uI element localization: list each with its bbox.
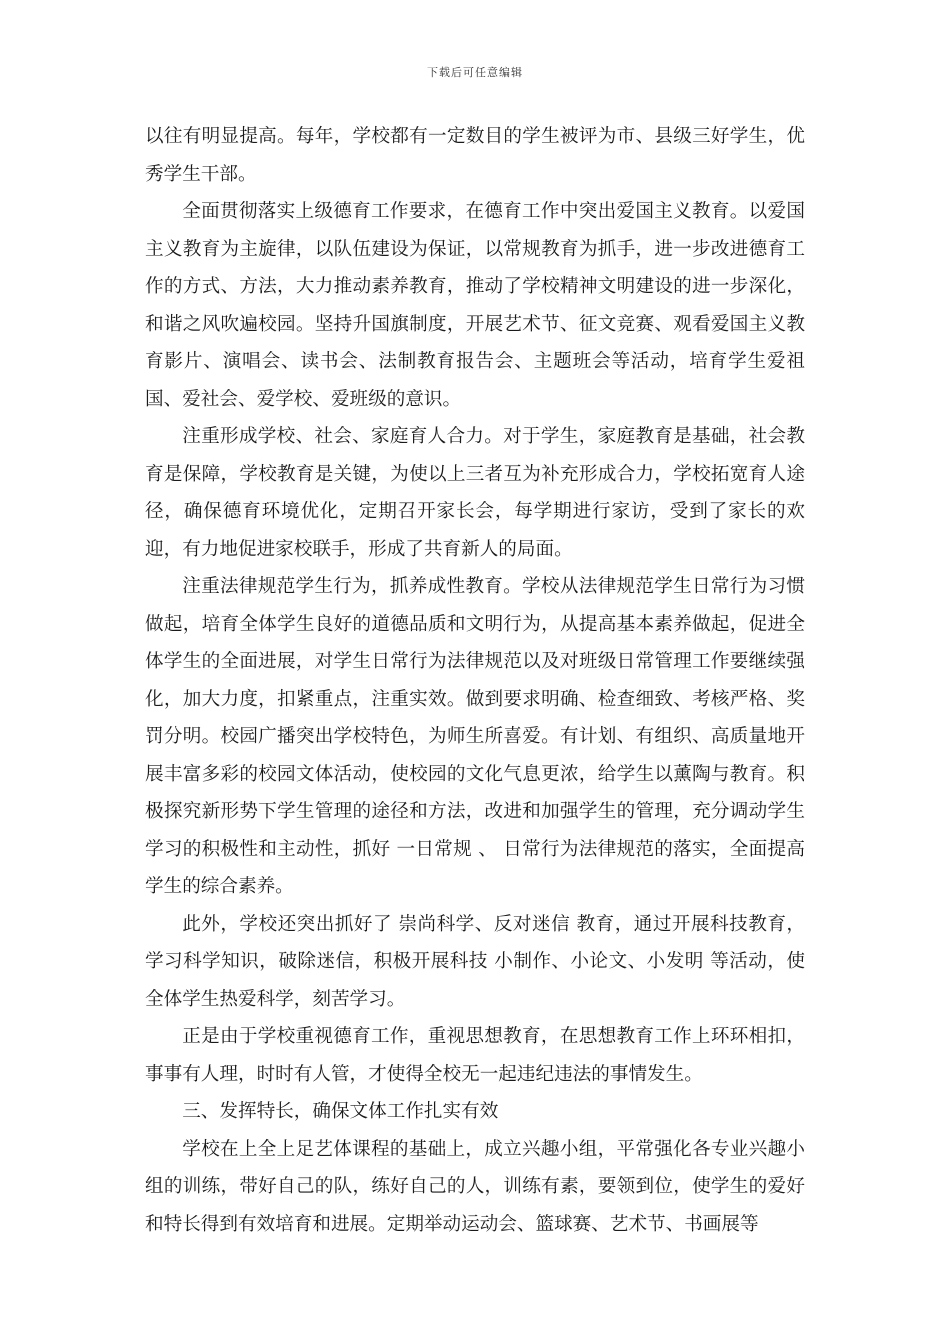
paragraph-behavior-norms: 注重法律规范学生行为，抓养成性教育。学校从法律规范学生日常行为习惯做起，培育全体学生良好的道德品质和文明行为，从提高基本素养做起，促进全体学生的全面进展，对学生日常行为法律规范以及对班级日常管理工作要继续强化，加大力度，扣紧重点，注重实效。做到要求明确、检查细致、考核严格、奖罚分明。校园广播突出学校特色，为师生所喜爱。有计划、有组织、高质量地开展丰富多彩的校园文体活动，使校园的文化气息更浓，给学生以薰陶与教育。积极探究新形势下学生管理的途径和方法，改进和加强学生的管理，充分调动学生学习的积极性和主动性，抓好 一日常规 、 日常行为法律规范的落实，全面提高学生的综合素养。 bbox=[145, 576, 805, 897]
paragraph-arts-sports: 学校在上全上足艺体课程的基础上，成立兴趣小组，平常强化各专业兴趣小组的训练，带好自己的队，练好自己的人，训练有素，要领到位，使学生的爱好和特长得到有效培育和进展。定期举动运动会、篮球赛、艺术节、书画展等 bbox=[145, 1138, 805, 1235]
document-body bbox=[145, 118, 805, 1243]
paragraph-patriotic-education: 全面贯彻落实上级德育工作要求，在德育工作中突出爱国主义教育。以爱国主义教育为主旋律，以队伍建设为保证，以常规教育为抓手，进一步改进德育工作的方式、方法，大力推动素养教育，推动了学校精神文明建设的进一步深化，和谐之风吹遍校园。坚持升国旗制度，开展艺术节、征文竞赛、观看爱国主义教育影片、演唱会、读书会、法制教育报告会、主题班会等活动，培育学生爱祖国、爱社会、爱学校、爱班级的意识。 bbox=[145, 201, 805, 410]
page-header: 下载后可任意编辑 bbox=[427, 66, 523, 79]
paragraph-moral-summary: 正是由于学校重视德育工作，重视思想教育，在思想教育工作上环环相扣，事事有人理，时时有人管，才使得全校无一起违纪违法的事情发生。 bbox=[145, 1026, 805, 1085]
paragraph-education-synergy: 注重形成学校、社会、家庭育人合力。对于学生，家庭教育是基础，社会教育是保障，学校教育是关键，为使以上三者互为补充形成合力，学校拓宽育人途径，确保德育环境优化，定期召开家长会，每学期进行家访，受到了家长的欢迎，有力地促进家校联手，形成了共育新人的局面。 bbox=[145, 426, 805, 560]
section-heading: 三、发挥特长，确保文体工作扎实有效 bbox=[182, 1101, 499, 1122]
paragraph-continuation: 以往有明显提高。每年，学校都有一定数目的学生被评为市、县级三好学生，优秀学生干部。 bbox=[145, 126, 805, 185]
paragraph-science-education: 此外，学校还突出抓好了 崇尚科学、反对迷信 教育，通过开展科技教育，学习科学知识，破除迷信，积极开展科技 小制作、小论文、小发明 等活动，使全体学生热爱科学，刻苦学习。 bbox=[145, 913, 805, 1010]
